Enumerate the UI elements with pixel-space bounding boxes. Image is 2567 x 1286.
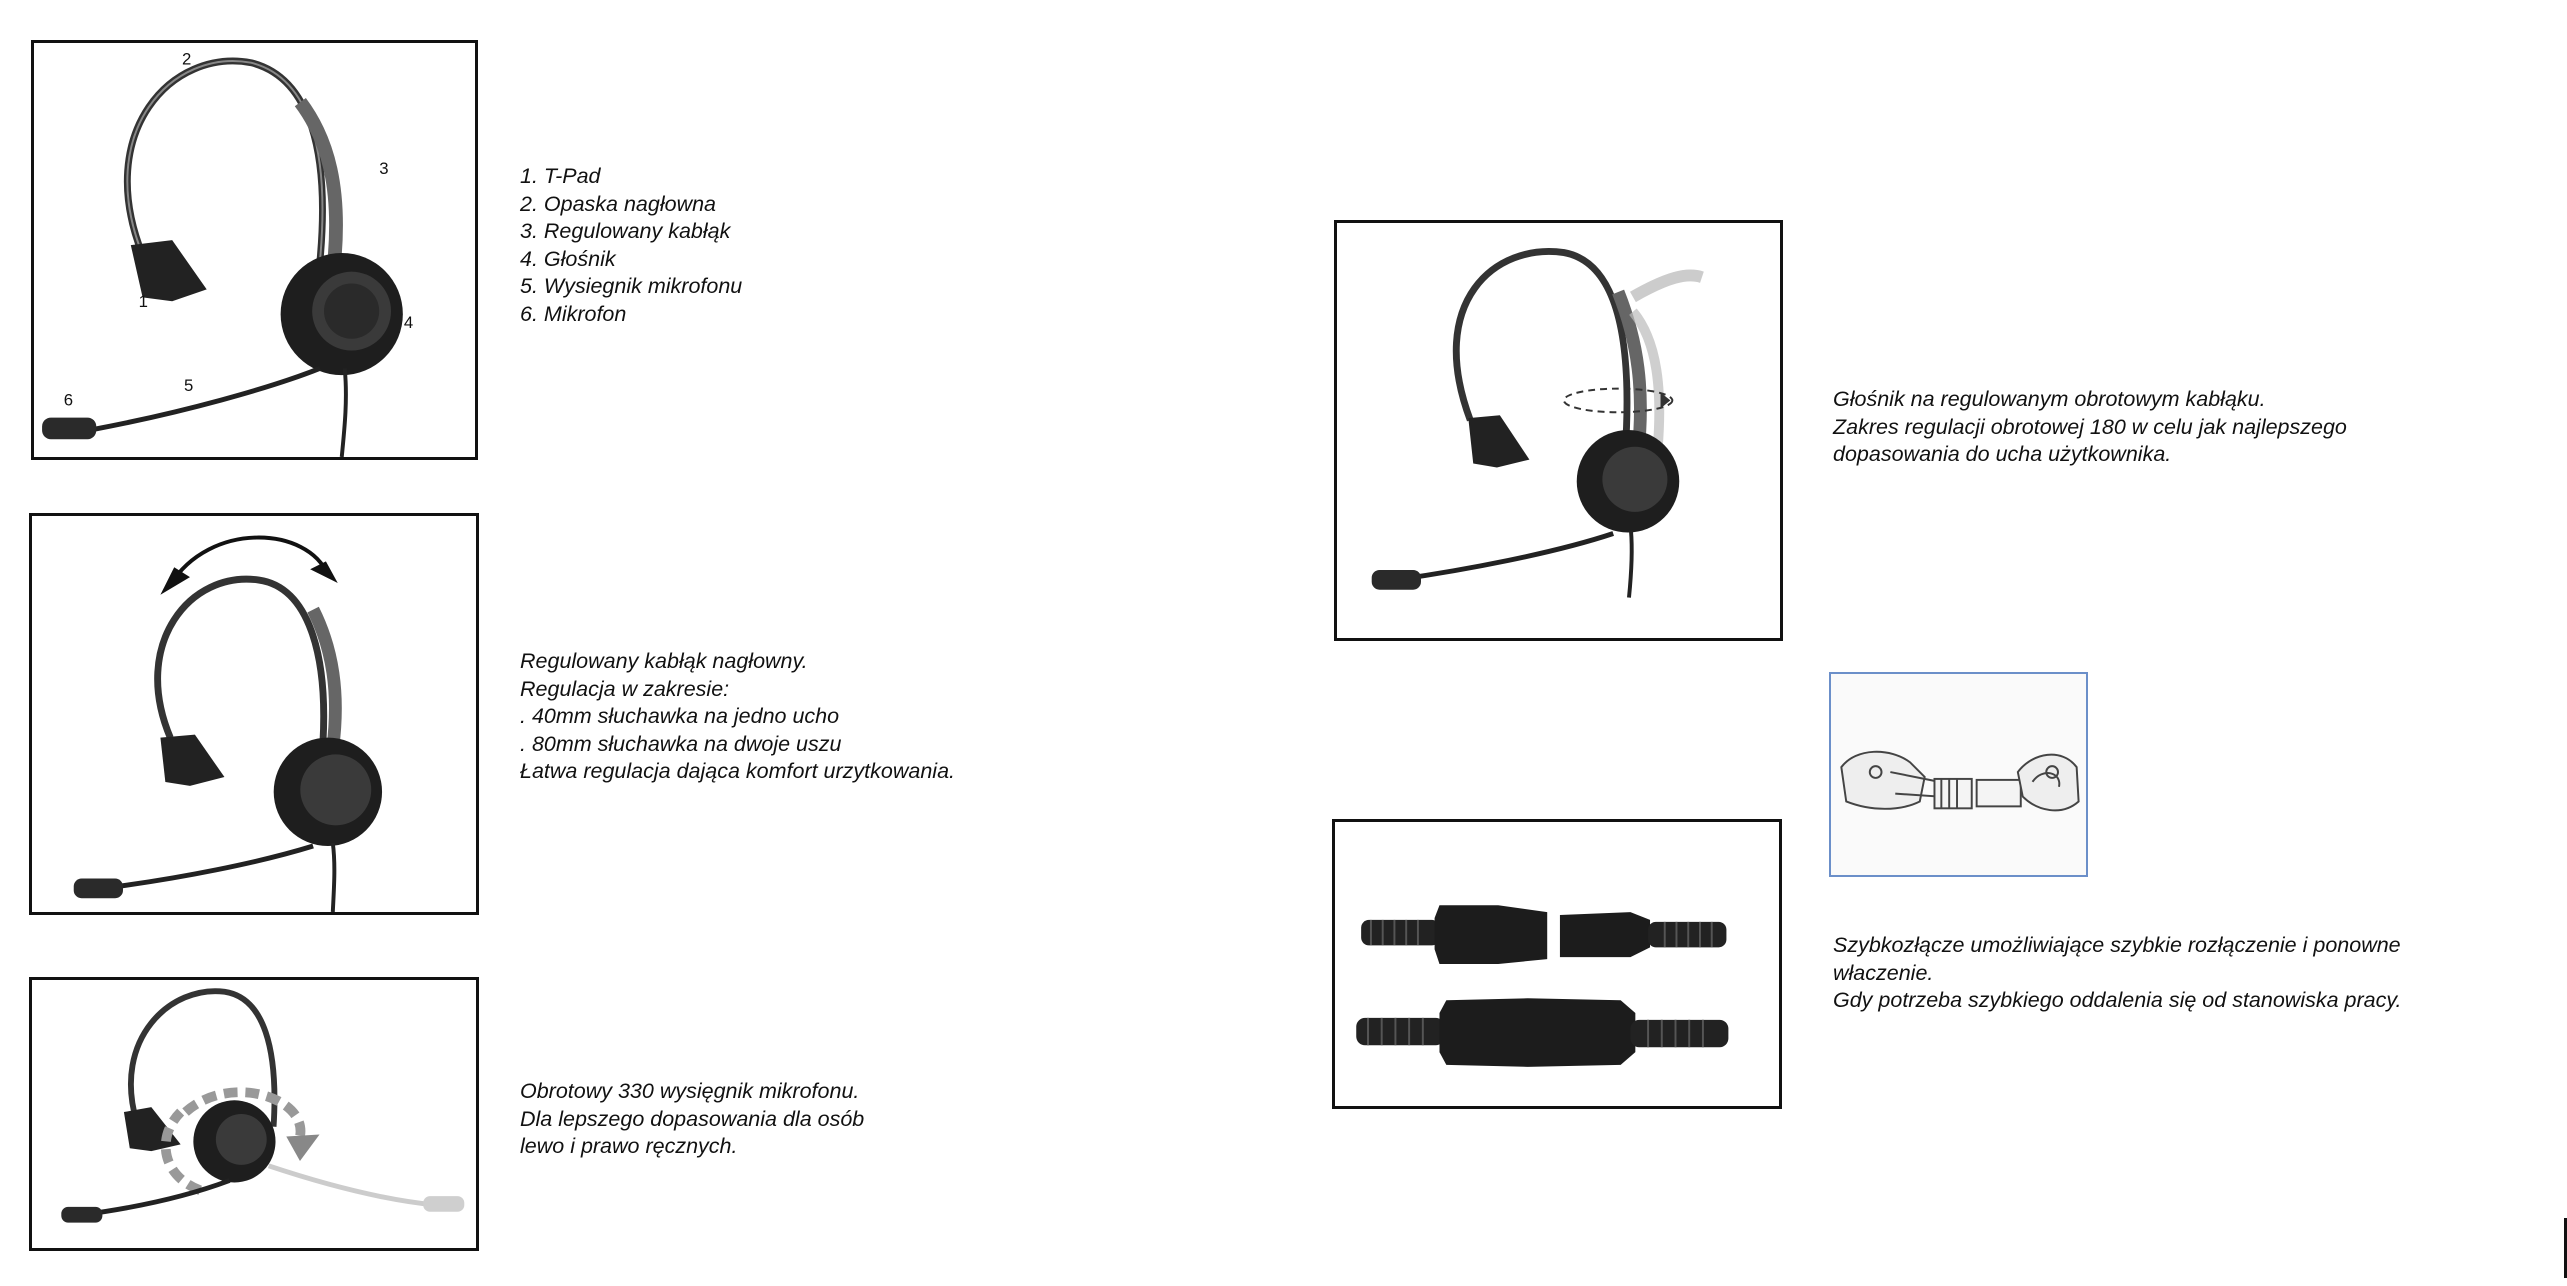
boom-rotation-illustration	[32, 980, 476, 1248]
boom-text-line: Dla lepszego dopasowania dla osób	[520, 1106, 865, 1131]
quick-connector-figure	[1332, 819, 1782, 1109]
boom-text-line: Obrotowy 330 wysięgnik mikrofonu.	[520, 1079, 860, 1103]
parts-list-item: 1. T-Pad	[520, 164, 601, 188]
headband-description	[520, 648, 955, 786]
connector-hands-figure	[1829, 672, 2088, 877]
parts-list-item: 3. Regulowany kabłąk	[520, 219, 731, 243]
speaker-text-line: Zakres regulacji obrotowej 180 w celu jak najlepszego	[1833, 414, 2347, 439]
connector-hands-illustration	[1831, 674, 2086, 875]
boom-description	[520, 1078, 864, 1161]
speaker-description	[1833, 386, 2347, 469]
speaker-rotation-illustration	[1337, 223, 1780, 638]
parts-list-item: 5. Wysiegnik mikrofonu	[520, 274, 743, 298]
parts-list-item: 6. Mikrofon	[520, 301, 627, 326]
speaker-text-line: dopasowania do ucha użytkownika.	[1833, 442, 2172, 466]
connector-text-line: Szybkozłącze umożliwiające szybkie rozłączenie i ponowne	[1833, 933, 2401, 957]
headset-parts-illustration	[34, 43, 475, 457]
speaker-text-line: Głośnik na regulowanym obrotowym kabłąku.	[1833, 387, 2266, 411]
parts-list-item: 2. Opaska nagłowna	[520, 191, 717, 216]
callout-3: 3	[379, 159, 389, 179]
connector-text-line: właczenie.	[1833, 960, 1934, 985]
headband-text-line: Regulacja w zakresie:	[520, 676, 730, 701]
callout-5: 5	[184, 375, 194, 395]
boom-rotation-figure	[29, 977, 479, 1251]
headband-text-line: . 40mm słuchawka na jedno ucho	[520, 704, 840, 728]
speaker-rotation-figure	[1334, 220, 1783, 641]
connector-text-line: Gdy potrzeba szybkiego oddalenia się od stanowiska pracy.	[1833, 988, 2402, 1012]
headband-text-line: . 80mm słuchawka na dwoje uszu	[520, 731, 842, 756]
callout-2: 2	[182, 49, 192, 69]
callout-1: 1	[138, 292, 149, 312]
connector-description	[1833, 932, 2401, 1015]
boom-text-line: lewo i prawo ręcznych.	[520, 1134, 738, 1158]
headband-text-line: Regulowany kabłąk nagłowny.	[520, 649, 808, 673]
callout-6: 6	[63, 390, 74, 410]
quick-connector-illustration	[1335, 822, 1779, 1106]
headband-text-line: Łatwa regulacja dająca komfort urzytkowania.	[520, 759, 955, 783]
headband-adjust-figure	[29, 513, 479, 915]
callout-4: 4	[403, 312, 414, 332]
headset-parts-figure	[31, 40, 478, 460]
headband-adjust-illustration	[32, 516, 476, 912]
parts-list-item: 4. Głośnik	[520, 246, 616, 271]
parts-list	[520, 163, 742, 328]
